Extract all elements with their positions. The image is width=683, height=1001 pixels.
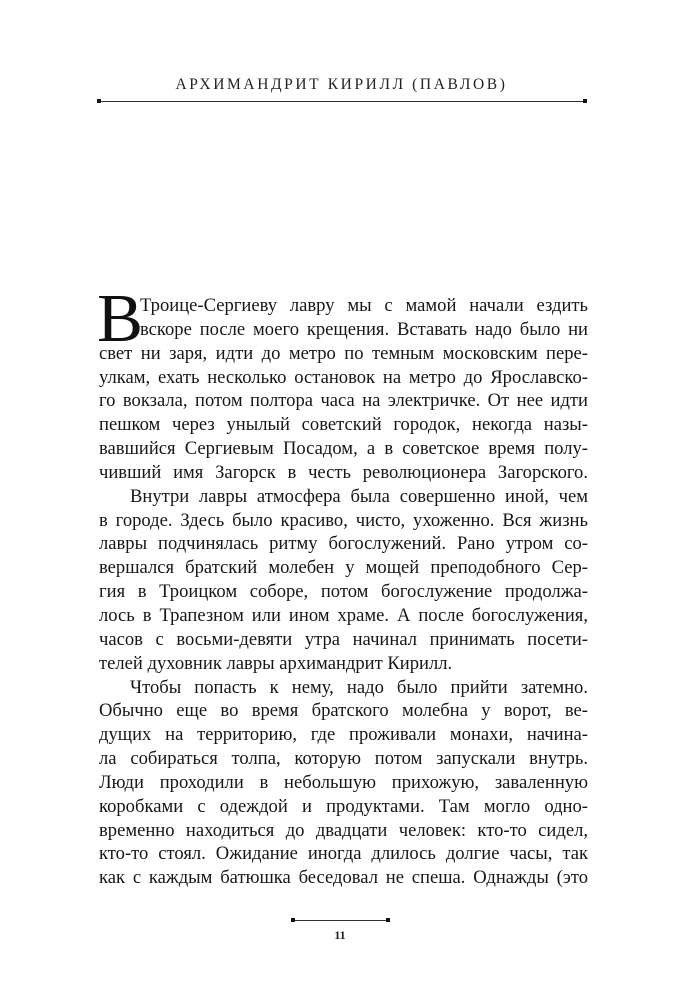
text-line: временно находиться до двадцати человек: кто-то сидел,: [99, 819, 588, 841]
text-line: чивший имя Загорск в честь революционера Загорского.: [99, 461, 588, 483]
text-line: вершался братский молебен у мощей преподобного Сер-: [99, 557, 588, 579]
text-line: Чтобы попасть к нему, надо было прийти затемно.: [130, 676, 588, 698]
paragraph-3: [99, 676, 588, 891]
text-line: вавшийся Сергиевым Посадом, а в советское время полу-: [99, 438, 588, 460]
text-line: лавры подчинялась ритму богослужений. Рано утром со-: [99, 533, 588, 555]
text-line: телей духовник лавры архимандрит Кирилл.: [99, 652, 453, 674]
text-line: Люди проходили в небольшую прихожую, заваленную: [99, 771, 588, 793]
footer-rule-right-ornament: [386, 918, 390, 922]
text-line: Троице-Сергиеву лавру мы с мамой начали ездить: [140, 295, 588, 316]
text-line: свет ни заря, идти до метро по темным московским пере-: [99, 342, 588, 364]
text-line: в городе. Здесь было красиво, чисто, ухоженно. Вся жизнь: [99, 509, 588, 531]
body-text: [97, 280, 588, 890]
text-line: пешком через унылый советский городок, некогда назы-: [99, 414, 588, 436]
text-line: часов с восьми-девяти утра начинал принимать посети-: [99, 628, 588, 650]
drop-cap: В: [97, 280, 144, 356]
footer-rule: [292, 920, 388, 921]
text-line: Внутри лавры атмосфера была совершенно иной, чем: [130, 485, 588, 507]
running-head-title: АРХИМАНДРИТ КИРИЛЛ (ПАВЛОВ): [175, 76, 508, 93]
text-line: улкам, ехать несколько остановок на метро до Ярославско-: [99, 366, 588, 388]
page-number: 11: [334, 928, 346, 942]
text-line: коробками с одеждой и продуктами. Там могло одно-: [99, 795, 588, 817]
footer-rule-left-ornament: [291, 918, 295, 922]
text-line: кто-то стоял. Ожидание иногда длилось долгие часы, так: [99, 843, 588, 865]
text-line: Обычно еще во время братского молебна у ворот, ве-: [99, 700, 588, 722]
paragraph-2: [99, 485, 588, 676]
text-line: как с каждым батюшка беседовал не спеша. Однажды (это: [99, 867, 588, 889]
text-line: ла собираться толпа, которую потом запускали внутрь.: [99, 748, 588, 770]
text-line: вскоре после моего крещения. Вставать надо было ни: [140, 318, 588, 340]
text-line: лось в Трапезном или ином храме. А после богослужения,: [99, 604, 588, 626]
paragraph-1: [97, 280, 588, 485]
header-rule-right-ornament: [583, 99, 587, 103]
header-rule-left-ornament: [97, 99, 101, 103]
text-line: гия в Троицком соборе, потом богослужение продолжа-: [99, 581, 588, 603]
text-line: дущих на территорию, где проживали монахи, начина-: [99, 724, 588, 746]
text-line: го вокзала, потом полтора часа на электричке. От нее идти: [99, 390, 588, 412]
header-rule: [98, 101, 585, 102]
